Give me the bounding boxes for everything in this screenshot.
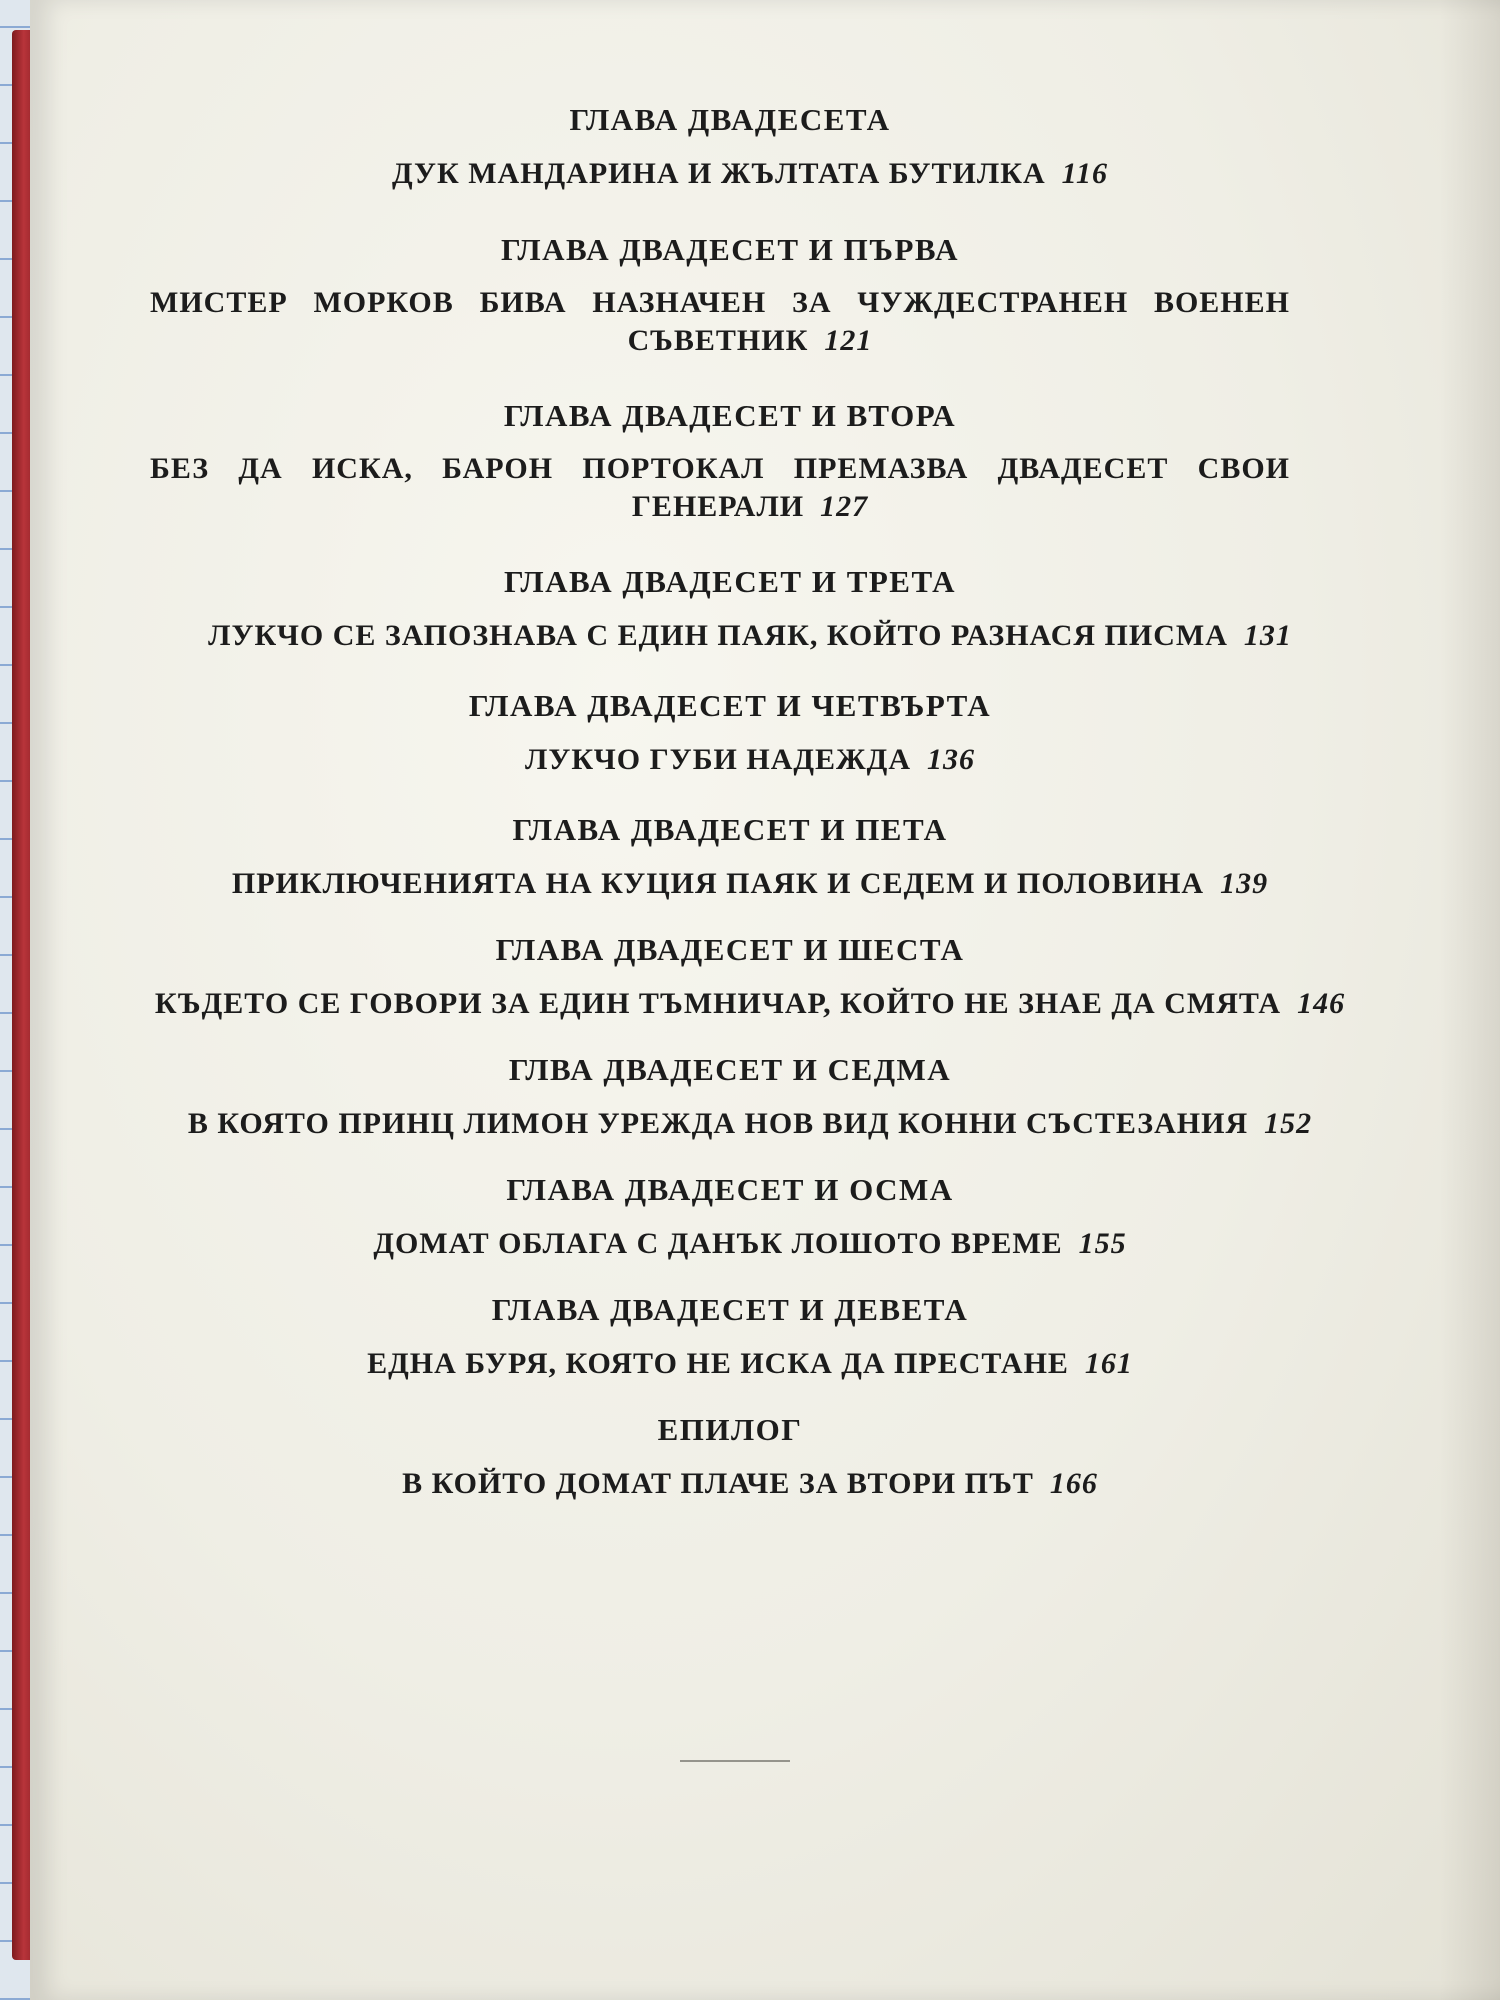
book-page	[30, 0, 1500, 2000]
chapter-heading: ГЛАВА ДВАДЕСЕТ И ВТОРА	[503, 398, 957, 433]
chapter-heading: ГЛАВА ДВАДЕСЕТ И ОСМА	[506, 1172, 954, 1207]
chapter-heading: ГЛВА ДВАДЕСЕТ И СЕДМА	[508, 1052, 952, 1087]
chapter-title-line-2	[150, 488, 1350, 526]
toc-entry-20	[150, 100, 1350, 194]
chapter-title-text: СЪВЕТНИК	[627, 324, 809, 357]
toc-entry-epilogue	[150, 1410, 1350, 1504]
chapter-title	[150, 1344, 1350, 1384]
table-of-contents	[150, 100, 1350, 1504]
chapter-title	[150, 1464, 1350, 1504]
page-number: 161	[1084, 1347, 1133, 1380]
end-rule	[680, 1760, 790, 1762]
toc-entry-24	[150, 686, 1350, 780]
toc-entry-28	[150, 1170, 1350, 1264]
chapter-heading: ГЛАВА ДВАДЕСЕТ И ШЕСТА	[495, 932, 965, 967]
page-shadow	[1440, 0, 1500, 2000]
chapter-title-line-2	[150, 322, 1350, 360]
page-number: 127	[820, 490, 869, 523]
toc-entry-21	[150, 230, 1350, 360]
toc-entry-25	[150, 810, 1350, 904]
chapter-heading: ГЛАВА ДВАДЕСЕТ И ПЕТА	[512, 812, 948, 847]
chapter-title	[150, 984, 1350, 1024]
chapter-title-text: ДОМАТ ОБЛАГА С ДАНЪК ЛОШОТО ВРЕМЕ	[373, 1227, 1063, 1260]
chapter-title-text: ПРИКЛЮЧЕНИЯТА НА КУЦИЯ ПАЯК И СЕДЕМ И ПОЛОВИНА	[231, 867, 1205, 900]
chapter-heading: ГЛАВА ДВАДЕСЕТА	[569, 102, 891, 137]
chapter-title	[150, 616, 1350, 656]
toc-entry-26	[150, 930, 1350, 1024]
chapter-heading: ГЛАВА ДВАДЕСЕТ И ДЕВЕТА	[491, 1292, 969, 1327]
chapter-title-text: ЛУКЧО СЕ ЗАПОЗНАВА С ЕДИН ПАЯК, КОЙТО РАЗНАСЯ ПИСМА	[208, 619, 1228, 652]
page-number: 131	[1243, 619, 1292, 652]
chapter-title-line-1: БЕЗ ДА ИСКА, БАРОН ПОРТОКАЛ ПРЕМАЗВА ДВАДЕСЕТ СВОИ	[150, 452, 1290, 485]
page-number: 166	[1049, 1467, 1098, 1500]
chapter-title	[150, 154, 1350, 194]
chapter-title	[150, 1104, 1350, 1144]
chapter-title-text: ЕДНА БУРЯ, КОЯТО НЕ ИСКА ДА ПРЕСТАНЕ	[367, 1347, 1069, 1380]
chapter-title-line-1: МИСТЕР МОРКОВ БИВА НАЗНАЧЕН ЗА ЧУЖДЕСТРАНЕН ВОЕНЕН	[150, 286, 1290, 319]
chapter-heading: ГЛАВА ДВАДЕСЕТ И ЧЕТВЪРТА	[468, 688, 992, 723]
toc-entry-29	[150, 1290, 1350, 1384]
page-number: 155	[1078, 1227, 1127, 1260]
chapter-title-text: ЛУКЧО ГУБИ НАДЕЖДА	[525, 743, 911, 776]
page-number: 116	[1061, 157, 1109, 190]
toc-entry-23	[150, 562, 1350, 656]
chapter-heading: ЕПИЛОГ	[657, 1412, 803, 1447]
chapter-title	[150, 740, 1350, 780]
chapter-heading: ГЛАВА ДВАДЕСЕТ И ПЪРВА	[500, 232, 960, 267]
chapter-title-text: ГЕНЕРАЛИ	[631, 490, 805, 523]
toc-entry-27	[150, 1050, 1350, 1144]
page-number: 136	[926, 743, 975, 776]
toc-entry-22	[150, 396, 1350, 526]
page-number: 146	[1297, 987, 1346, 1020]
chapter-title-text: КЪДЕТО СЕ ГОВОРИ ЗА ЕДИН ТЪМНИЧАР, КОЙТО НЕ ЗНАЕ ДА СМЯТА	[154, 987, 1282, 1020]
chapter-title	[150, 1224, 1350, 1264]
page-number: 139	[1220, 867, 1269, 900]
page-number: 121	[824, 324, 873, 357]
chapter-title-text: В КОЯТО ПРИНЦ ЛИМОН УРЕЖДА НОВ ВИД КОННИ СЪСТЕЗАНИЯ	[187, 1107, 1249, 1140]
chapter-title	[150, 864, 1350, 904]
chapter-title-text: ДУК МАНДАРИНА И ЖЪЛТАТА БУТИЛКА	[391, 157, 1046, 190]
page-number: 152	[1264, 1107, 1313, 1140]
chapter-heading: ГЛАВА ДВАДЕСЕТ И ТРЕТА	[504, 564, 956, 599]
chapter-title-text: В КОЙТО ДОМАТ ПЛАЧЕ ЗА ВТОРИ ПЪТ	[402, 1467, 1034, 1500]
